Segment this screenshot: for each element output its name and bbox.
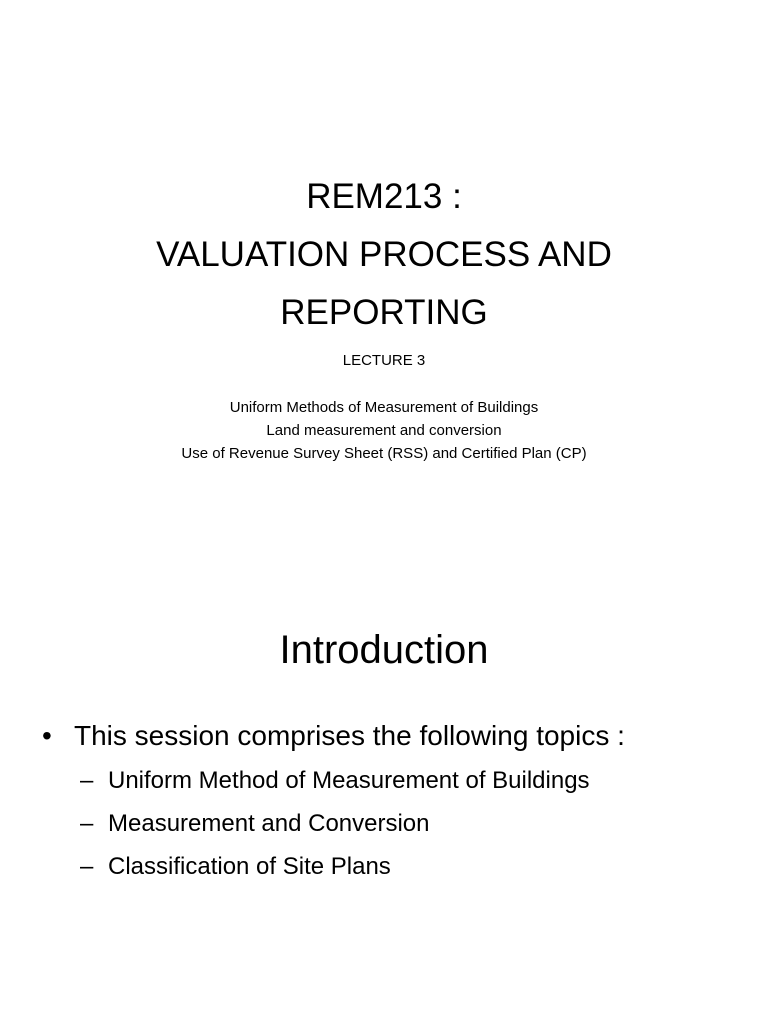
slide-subtitle bbox=[0, 350, 768, 465]
sub-bullet-item bbox=[80, 845, 752, 888]
slide-introduction bbox=[0, 512, 768, 1024]
subtitle-topic: Uniform Methods of Measurement of Buildings bbox=[229, 399, 539, 416]
bullet-list bbox=[42, 713, 752, 888]
sub-bullet-item bbox=[80, 802, 752, 845]
dash-icon: – bbox=[80, 810, 94, 837]
sub-bullet-text: Classification of Site Plans bbox=[108, 853, 391, 880]
title-line-course-name-cont: REPORTING bbox=[280, 293, 488, 332]
bullet-dot-icon: • bbox=[42, 720, 52, 751]
subtitle-topic: Use of Revenue Survey Sheet (RSS) and Certified Plan (CP) bbox=[181, 445, 587, 462]
slide-title-heading bbox=[0, 168, 768, 342]
dash-icon: – bbox=[80, 767, 94, 794]
dash-icon: – bbox=[80, 853, 94, 880]
lecture-label: LECTURE 3 bbox=[342, 352, 426, 369]
sub-bullet-text: Measurement and Conversion bbox=[108, 810, 430, 837]
sub-bullet-item bbox=[80, 759, 752, 802]
bullet-item bbox=[42, 713, 752, 759]
bullet-text: This session comprises the following topics : bbox=[74, 720, 625, 751]
title-line-course-name: VALUATION PROCESS AND bbox=[156, 235, 612, 274]
title-line-course-code: REM213 : bbox=[306, 177, 462, 216]
sub-bullet-list bbox=[80, 759, 752, 888]
subtitle-topic: Land measurement and conversion bbox=[266, 422, 502, 439]
sub-bullet-text: Uniform Method of Measurement of Buildings bbox=[108, 767, 590, 794]
intro-heading: Introduction bbox=[279, 628, 489, 672]
